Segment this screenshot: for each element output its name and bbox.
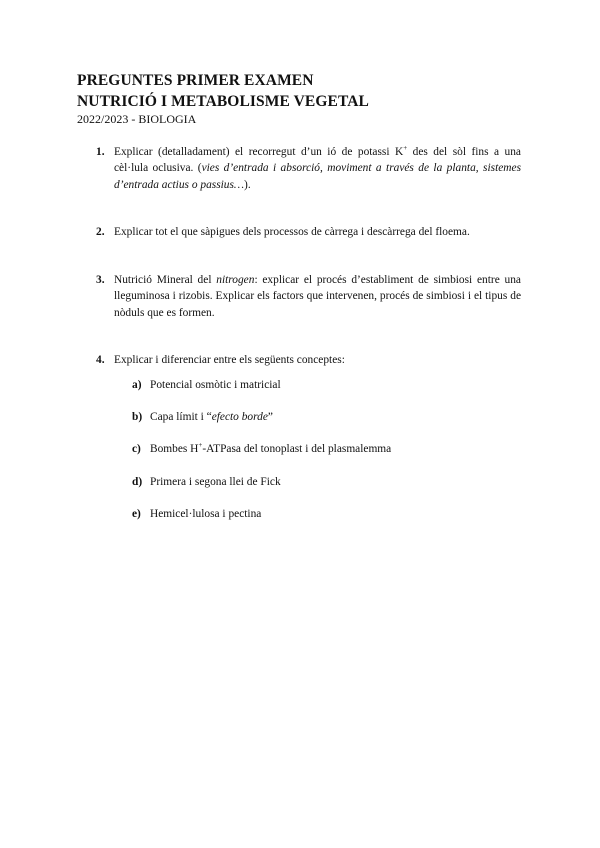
sub-item-text: Primera i segona llei de Fick (150, 476, 281, 488)
question-4 (96, 352, 521, 368)
question-text-part: des del sòl fins a una cèl·lula oclusiva. ( (114, 146, 521, 175)
question-italic-text: vies d’entrada i absorció, moviment a través de la planta, sistemes d’entrada actius o passius… (114, 162, 521, 191)
question-number: 3. (96, 274, 105, 286)
sub-item-c (132, 441, 391, 457)
sub-item-letter: b) (132, 411, 143, 423)
document-title-line-2: NUTRICIÓ I METABOLISME VEGETAL (77, 93, 369, 110)
question-number: 4. (96, 354, 105, 366)
superscript: + (403, 144, 408, 153)
sub-item-e (132, 506, 261, 522)
sub-item-text: -ATPasa del tonoplast i del plasmalemma (202, 443, 392, 455)
sub-item-text: Bombes H (150, 443, 199, 455)
sub-item-letter: d) (132, 476, 143, 488)
question-3 (96, 272, 521, 321)
question-text: Explicar tot el que sàpigues dels processos de càrrega i descàrrega del floema. (114, 226, 470, 238)
sub-item-letter: a) (132, 379, 142, 391)
question-text (114, 144, 521, 193)
sub-item-italic-text: efecto borde (211, 411, 268, 423)
sub-item-b (132, 409, 273, 425)
question-text-part: : explicar el procés d’establiment de simbiosi entre una lleguminosa i rizobis. Explicar els factors que intervenen, procés de simbiosi i el tipus de nòduls que es formen. (114, 274, 521, 319)
question-number: 2. (96, 226, 105, 238)
sub-item-d (132, 474, 281, 490)
sub-item-text: Capa límit i “ (150, 411, 212, 423)
question-1 (96, 144, 521, 193)
question-text (114, 272, 521, 321)
sub-item-text: Hemicel·lulosa i pectina (150, 508, 262, 520)
document-subtitle: 2022/2023 - BIOLOGIA (77, 112, 197, 126)
question-2 (96, 224, 521, 240)
sub-item-letter: e) (132, 508, 141, 520)
question-text: Explicar i diferenciar entre els següents conceptes: (114, 354, 345, 366)
question-number: 1. (96, 146, 105, 158)
question-text-part: Explicar (detalladament) el recorregut d’un ió de potassi K (114, 146, 404, 158)
document-title-line-1: PREGUNTES PRIMER EXAMEN (77, 72, 314, 89)
question-text-part: ). (244, 178, 251, 191)
sub-item-a (132, 377, 281, 393)
superscript: + (198, 441, 203, 450)
question-italic-text: nitrogen (216, 274, 255, 286)
sub-item-text: Potencial osmòtic i matricial (150, 379, 281, 391)
question-text-part: Nutrició Mineral del (114, 274, 217, 286)
sub-item-letter: c) (132, 443, 141, 455)
sub-item-text: ” (267, 411, 273, 423)
